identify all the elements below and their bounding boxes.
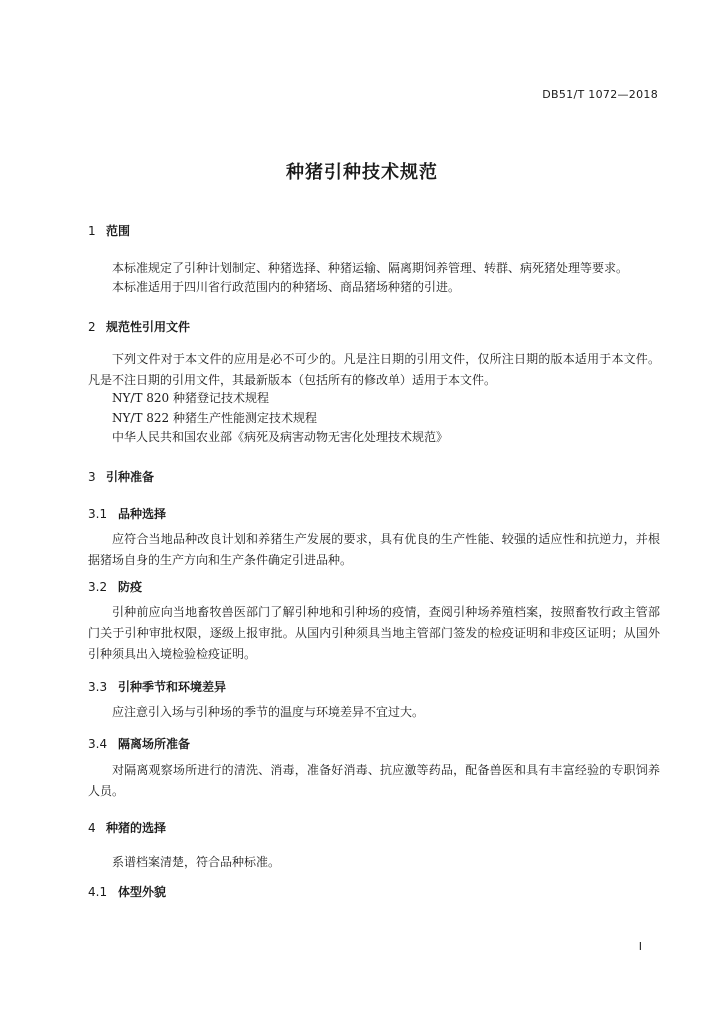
paragraph: 本标准规定了引种计划制定、种猪选择、种猪运输、隔离期饲养管理、转群、病死猪处理等要求。 xyxy=(112,261,629,275)
section-number: 3.1 xyxy=(88,507,108,521)
paragraph: 对隔离观察场所进行的清洗、消毒，准备好消毒、抗应激等药品，配备兽医和具有丰富经验的专职饲养人员。 xyxy=(88,763,660,798)
section-number: 3.4 xyxy=(88,737,108,751)
reference-item: 中华人民共和国农业部《病死及病害动物无害化处理技术规范》 xyxy=(112,430,449,444)
page-number: I xyxy=(638,940,642,953)
section-number: 1 xyxy=(88,224,96,238)
subsection-heading-3-1 xyxy=(88,505,166,522)
section-title: 隔离场所准备 xyxy=(118,737,191,751)
section-heading-3 xyxy=(88,468,154,485)
section-title: 引种准备 xyxy=(106,470,155,484)
section-heading-4 xyxy=(88,819,166,836)
section-title: 品种选择 xyxy=(118,507,167,521)
paragraph: 系谱档案清楚，符合品种标准。 xyxy=(112,855,281,869)
standard-code: DB51/T 1072—2018 xyxy=(542,88,658,101)
section-heading-2 xyxy=(88,318,190,335)
paragraph: 下列文件对于本文件的应用是必不可少的。凡是注日期的引用文件，仅所注日期的版本适用于本文件。凡是不注日期的引用文件，其最新版本（包括所有的修改单）适用于本文件。 xyxy=(88,352,660,387)
section-number: 3.2 xyxy=(88,580,108,594)
section-title: 防疫 xyxy=(118,580,143,594)
section-title: 规范性引用文件 xyxy=(106,320,191,334)
section-title: 体型外貌 xyxy=(118,885,167,899)
subsection-heading-3-2 xyxy=(88,578,142,595)
paragraph: 应注意引入场与引种场的季节的温度与环境差异不宜过大。 xyxy=(112,705,425,719)
paragraph: 本标准适用于四川省行政范围内的种猪场、商品猪场种猪的引进。 xyxy=(112,280,461,294)
paragraph: 应符合当地品种改良计划和养猪生产发展的要求，具有优良的生产性能、较强的适应性和抗逆力，并根据猪场自身的生产方向和生产条件确定引进品种。 xyxy=(88,532,660,567)
reference-item: NY/T 822 种猪生产性能测定技术规程 xyxy=(112,411,318,425)
section-number: 4.1 xyxy=(88,885,108,899)
paragraph: 引种前应向当地畜牧兽医部门了解引种地和引种场的疫情，查阅引种场养殖档案，按照畜牧行政主管部门关于引种审批权限，逐级上报审批。从国内引种须具当地主管部门签发的检疫证明和非疫区证明；从国外引种须具出入境检验检疫证明。 xyxy=(88,605,660,661)
subsection-heading-3-3 xyxy=(88,678,226,695)
section-number: 3.3 xyxy=(88,680,108,694)
subsection-heading-3-4 xyxy=(88,735,190,752)
document-title: 种猪引种技术规范 xyxy=(286,162,438,183)
section-number: 2 xyxy=(88,320,96,334)
reference-item: NY/T 820 种猪登记技术规程 xyxy=(112,391,270,405)
section-number: 3 xyxy=(88,470,96,484)
section-number: 4 xyxy=(88,821,96,835)
section-title: 种猪的选择 xyxy=(106,821,167,835)
section-title: 范围 xyxy=(106,224,131,238)
section-heading-1 xyxy=(88,222,130,239)
section-title: 引种季节和环境差异 xyxy=(118,680,227,694)
subsection-heading-4-1 xyxy=(88,883,166,900)
